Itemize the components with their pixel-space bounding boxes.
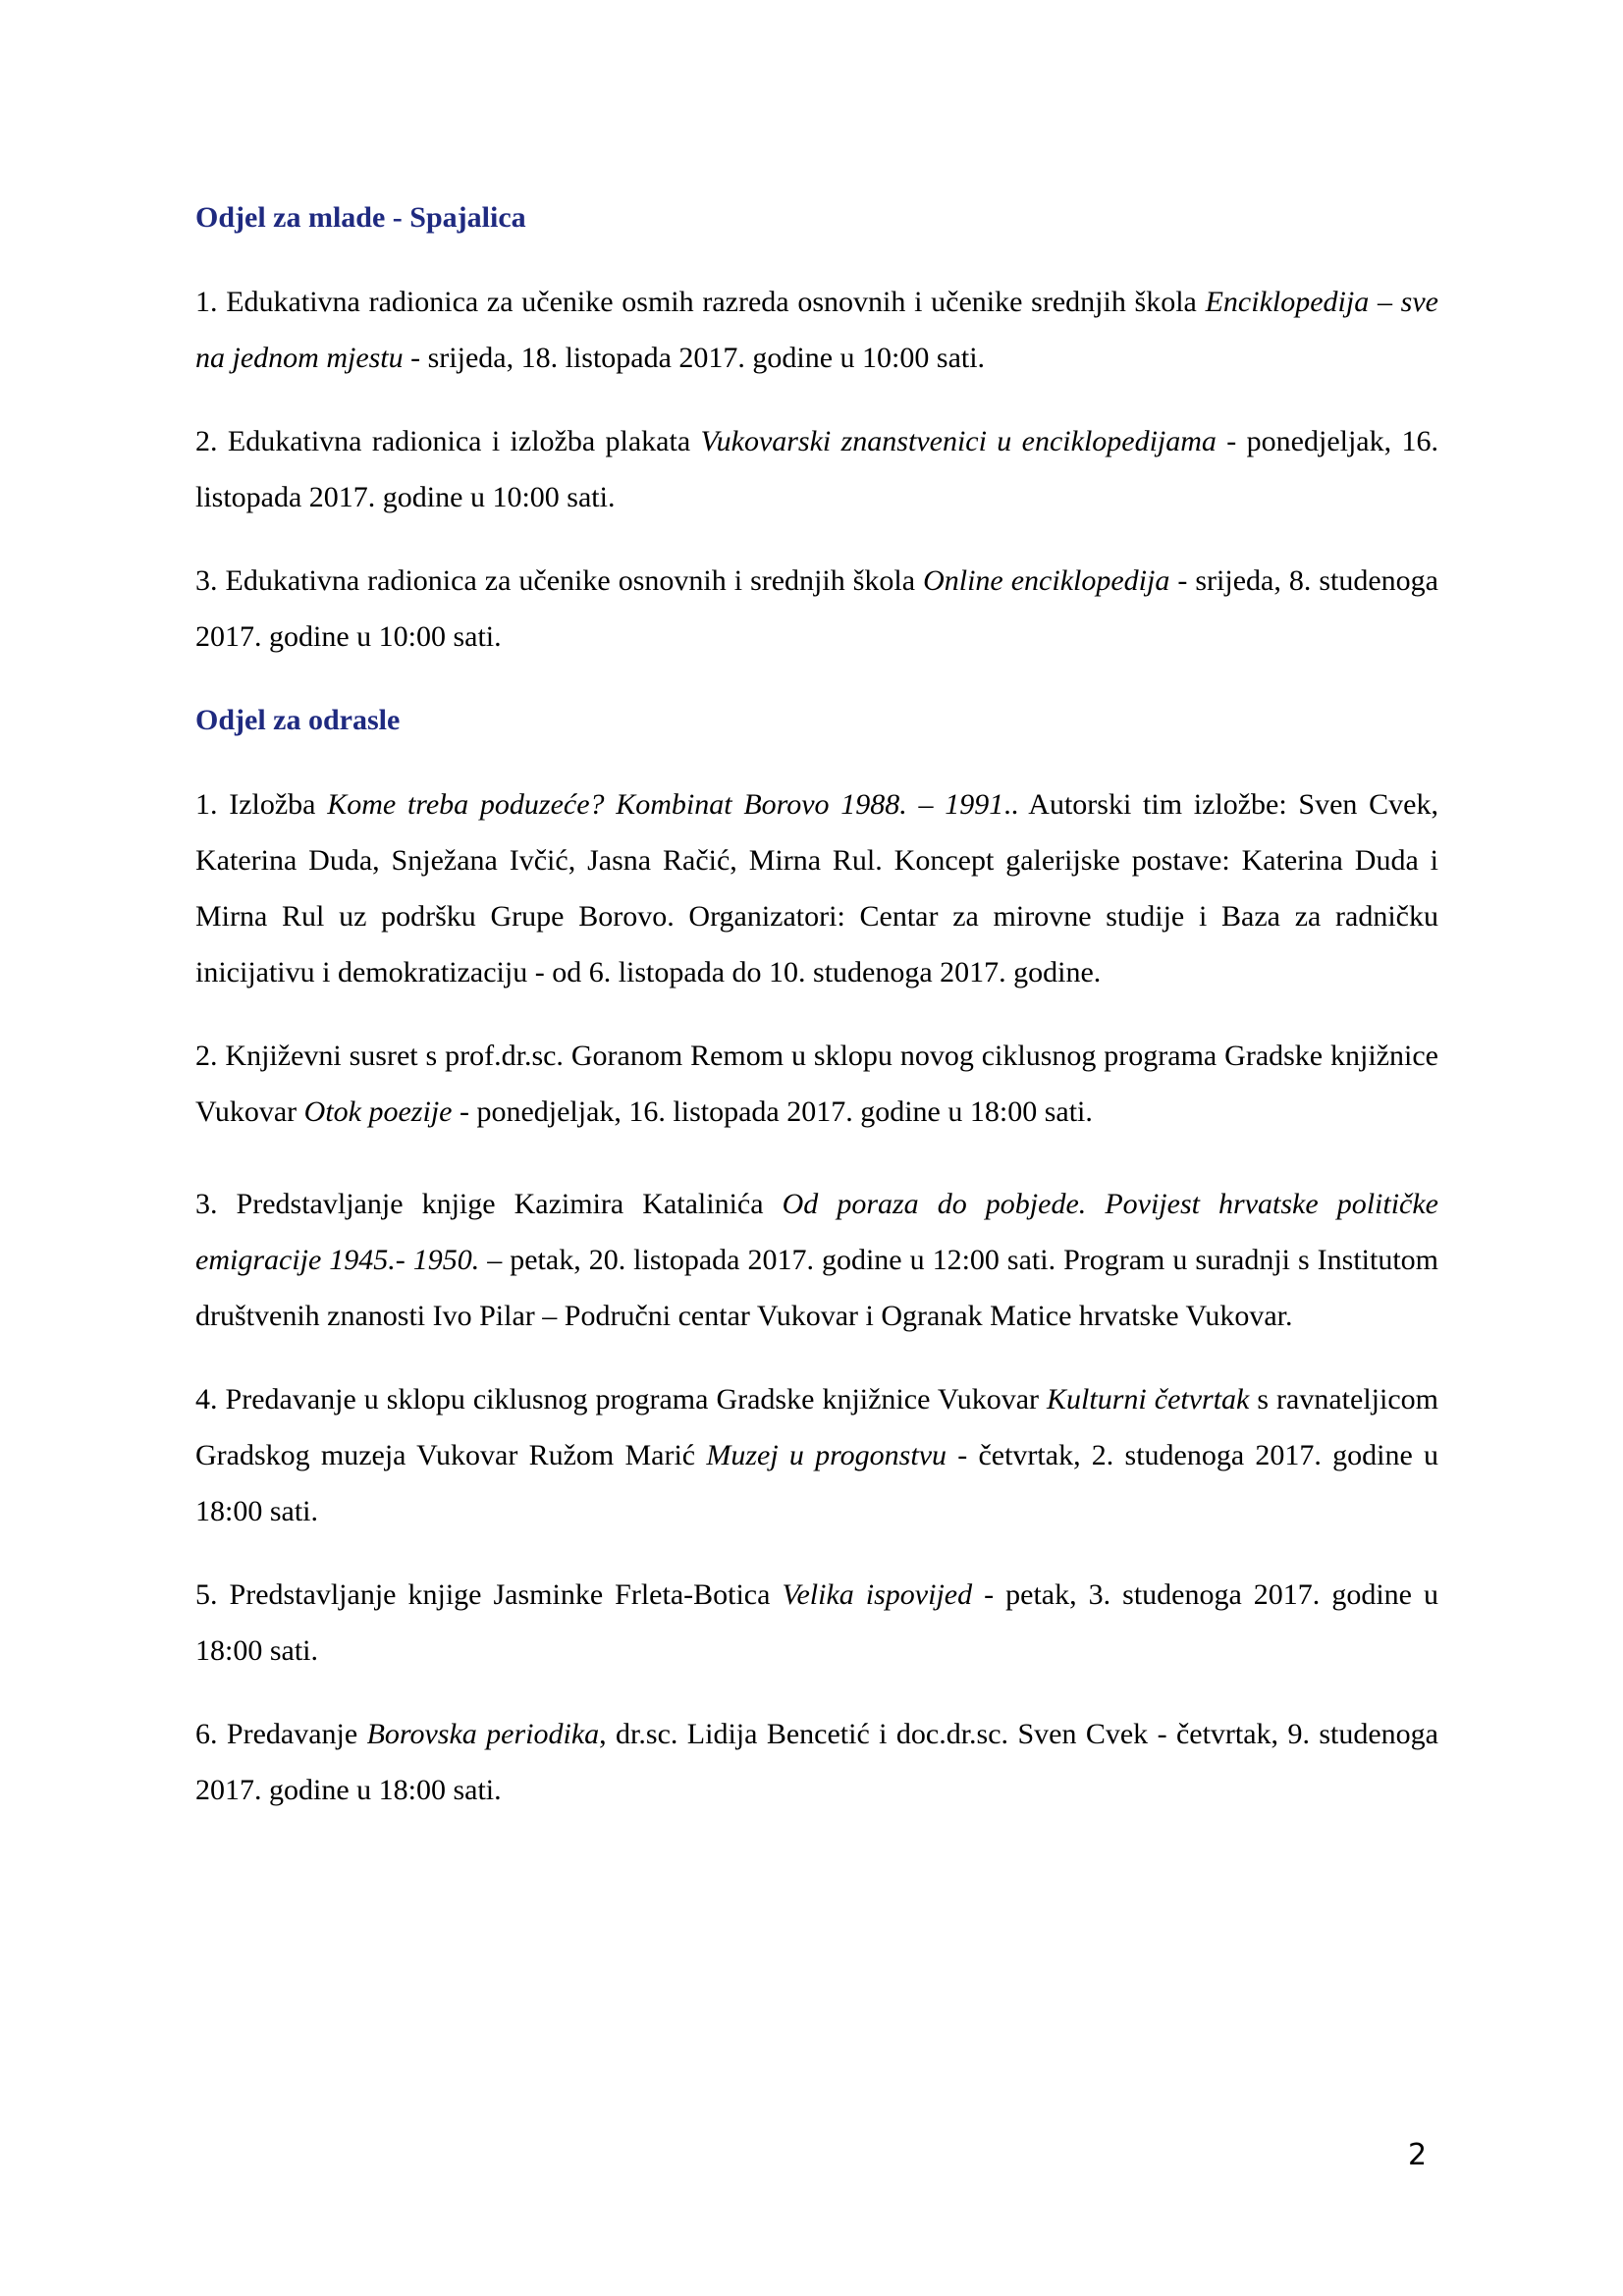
adults-item-4: 4. Predavanje u sklopu ciklusnog programa Gradske knjižnice Vukovar Kulturni četvrtak s ravnateljicom Gradskog muzeja Vukovar Ružom Marić Muzej u progonstvu - četvrtak, 2. studenoga 2017. godine u 18:00 sati. [195, 1383, 1439, 1527]
adults-item-2: 2. Književni susret s prof.dr.sc. Goranom Remom u sklopu novog ciklusnog programa Gradske knjižnice Vukovar Otok poezije - ponedjeljak, 16. listopada 2017. godine u 18:00 sati. [195, 1040, 1438, 1128]
adults-item-6: 6. Predavanje Borovska periodika, dr.sc. Lidija Bencetić i doc.dr.sc. Sven Cvek - četvrtak, 9. studenoga 2017. godine u 18:00 sati. [195, 1718, 1439, 1806]
youth-item-1: 1. Edukativna radionica za učenike osmih razreda osnovnih i učenike srednjih škola Enciklopedija – sve na jednom mjestu - srijeda, 18. listopada 2017. godine u 10:00 sati. [195, 286, 1438, 374]
youth-item-2: 2. Edukativna radionica i izložba plakata Vukovarski znanstvenici u enciklopedijama - ponedjeljak, 16. listopada 2017. godine u 10:00 sati. [195, 425, 1438, 513]
youth-item-3: 3. Edukativna radionica za učenike osnovnih i srednjih škola Online enciklopedija - srijeda, 8. studenoga 2017. godine u 10:00 sati. [195, 564, 1438, 653]
section-heading-adults: Odjel za odrasle [195, 704, 401, 736]
adults-item-1: 1. Izložba Kome treba poduzeće? Kombinat Borovo 1988. – 1991.. Autorski tim izložbe: Sven Cvek, Katerina Duda, Snježana Ivčić, Jasna Račić, Mirna Rul. Koncept galerijske postave: Katerina Duda i Mirna Rul uz podršku Grupe Borovo. Organizatori: Centar za mirovne studije i Baza za radničku inicijativu i demokratizaciju - od 6. listopada do 10. studenoga 2017. godine. [195, 788, 1438, 988]
adults-item-3: 3. Predstavljanje knjige Kazimira Katalinića Od poraza do pobjede. Povijest hrvatske političke emigracije 1945.- 1950. – petak, 20. listopada 2017. godine u 12:00 sati. Program u suradnji s Institutom društvenih znanosti Ivo Pilar – Područni centar Vukovar i Ogranak Matice hrvatske Vukovar. [195, 1188, 1439, 1332]
section-heading-youth: Odjel za mlade - Spajalica [195, 201, 526, 234]
page-content [195, 189, 1438, 1818]
adults-item-5: 5. Predstavljanje knjige Jasminke Frleta-Botica Velika ispovijed - petak, 3. studenoga 2017. godine u 18:00 sati. [195, 1578, 1438, 1667]
page-number: 2 [1408, 2138, 1428, 2172]
